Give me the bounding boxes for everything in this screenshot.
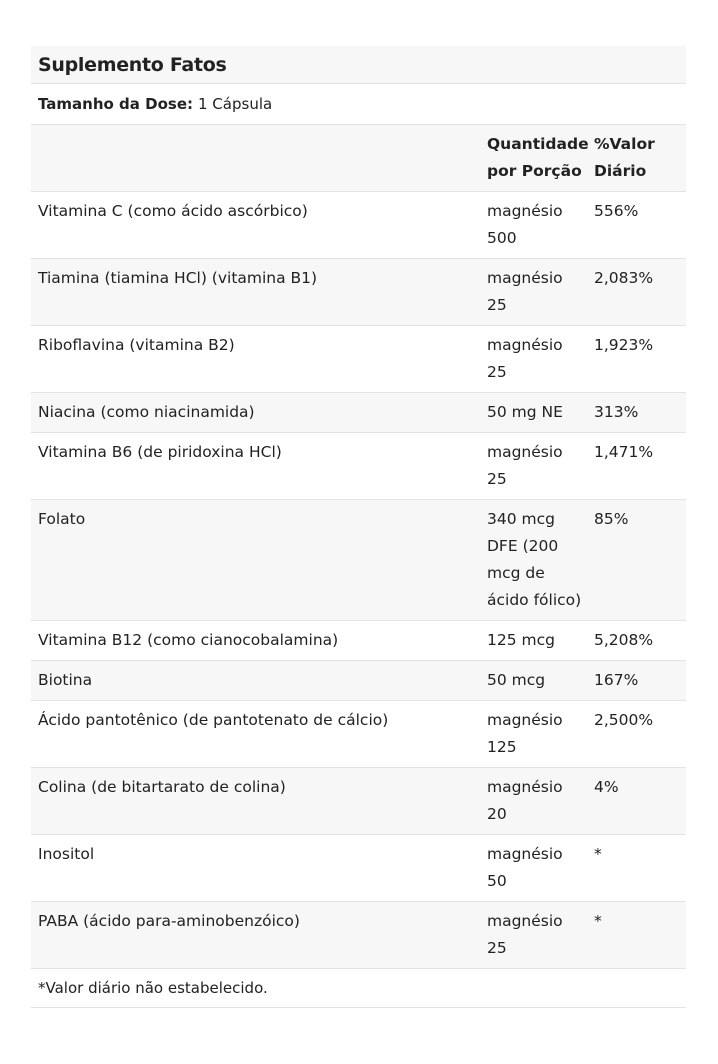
nutrient-dv: 313% <box>587 393 686 433</box>
nutrient-name: Riboflavina (vitamina B2) <box>31 326 480 393</box>
serving-size-row <box>31 84 686 125</box>
header-amount-cell: Quantidade por Porção <box>480 125 587 192</box>
nutrient-amount: 50 mcg <box>480 661 587 701</box>
nutrient-name: Inositol <box>31 835 480 902</box>
table-row <box>31 902 686 969</box>
table-row <box>31 192 686 259</box>
table-row <box>31 661 686 701</box>
table-row <box>31 621 686 661</box>
nutrient-name: Ácido pantotênico (de pantotenato de cálcio) <box>31 701 480 768</box>
nutrient-name: Folato <box>31 500 480 621</box>
nutrient-amount: magnésio 25 <box>480 259 587 326</box>
nutrient-amount: magnésio 25 <box>480 326 587 393</box>
nutrient-dv: 2,500% <box>587 701 686 768</box>
nutrient-dv: 167% <box>587 661 686 701</box>
table-row <box>31 768 686 835</box>
table-row <box>31 500 686 621</box>
table-row <box>31 701 686 768</box>
nutrient-dv: 85% <box>587 500 686 621</box>
nutrient-name: Biotina <box>31 661 480 701</box>
nutrient-amount: magnésio 500 <box>480 192 587 259</box>
supplement-facts-panel <box>31 46 686 1008</box>
table-row <box>31 326 686 393</box>
serving-size-label: Tamanho da Dose: <box>38 95 193 113</box>
nutrient-name: PABA (ácido para-aminobenzóico) <box>31 902 480 969</box>
nutrient-dv: 2,083% <box>587 259 686 326</box>
nutrient-dv: 5,208% <box>587 621 686 661</box>
nutrient-dv: 4% <box>587 768 686 835</box>
footnote: *Valor diário não estabelecido. <box>31 969 686 1008</box>
nutrient-amount: magnésio 50 <box>480 835 587 902</box>
nutrient-dv: 556% <box>587 192 686 259</box>
nutrient-name: Vitamina C (como ácido ascórbico) <box>31 192 480 259</box>
nutrient-amount: magnésio 25 <box>480 433 587 500</box>
nutrient-amount: 340 mcg DFE (200 mcg de ácido fólico) <box>480 500 587 621</box>
nutrient-name: Tiamina (tiamina HCl) (vitamina B1) <box>31 259 480 326</box>
header-dv-cell: %Valor Diário <box>587 125 686 192</box>
nutrient-table <box>31 125 686 969</box>
nutrient-dv: 1,471% <box>587 433 686 500</box>
nutrient-amount: 125 mcg <box>480 621 587 661</box>
table-row <box>31 835 686 902</box>
header-name-cell <box>31 125 480 192</box>
serving-size-value: 1 Cápsula <box>198 95 273 113</box>
nutrient-name: Vitamina B12 (como cianocobalamina) <box>31 621 480 661</box>
nutrient-name: Colina (de bitartarato de colina) <box>31 768 480 835</box>
nutrient-name: Vitamina B6 (de piridoxina HCl) <box>31 433 480 500</box>
nutrient-amount: magnésio 20 <box>480 768 587 835</box>
nutrient-name: Niacina (como niacinamida) <box>31 393 480 433</box>
table-row <box>31 393 686 433</box>
table-row <box>31 259 686 326</box>
title-row <box>31 46 686 84</box>
table-row <box>31 433 686 500</box>
nutrient-dv: 1,923% <box>587 326 686 393</box>
panel-title: Suplemento Fatos <box>38 53 227 76</box>
table-header-row <box>31 125 686 192</box>
nutrient-dv: * <box>587 835 686 902</box>
nutrient-dv: * <box>587 902 686 969</box>
nutrient-amount: 50 mg NE <box>480 393 587 433</box>
nutrient-amount: magnésio 125 <box>480 701 587 768</box>
nutrient-amount: magnésio 25 <box>480 902 587 969</box>
